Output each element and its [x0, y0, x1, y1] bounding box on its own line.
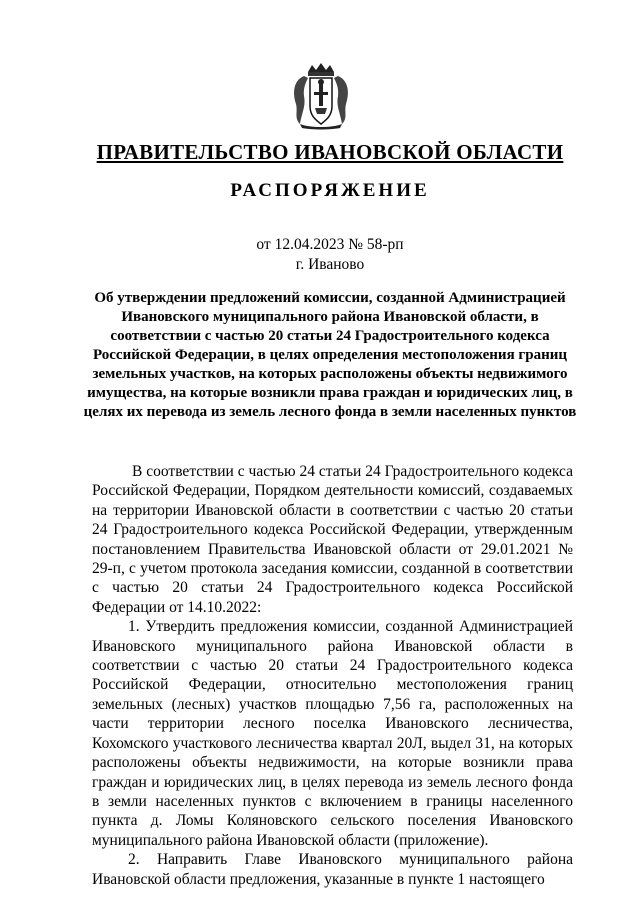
document-body [92, 462, 573, 889]
document-title: Об утверждении предложений комиссии, созданной Администрацией Ивановского муниципального района Ивановской области, в соответствии с частью 20 статьи 24 Градостроительного кодекса Российской Федерации, в целях определения местоположения границ земельных участков, на которых расположены объекты недвижимого имущества, на которые возникли права граждан и юридических лиц, в целях их перевода из земель лесного фонда в земли населенных пунктов [83, 290, 577, 420]
preamble-paragraph: В соответствии с частью 24 статьи 24 Градостроительного кодекса Российской Федерации, Порядком деятельности комиссий, создаваемых на территории Ивановской области в соответствии с частью 20 статьи 24 Градостроительного кодекса Российской Федерации, утвержденным постановлением Правительства Ивановской области от 29.01.2021 № 29-п, с учетом протокола заседания комиссии, созданной в соответствии с частью 20 статьи 24 Градостроительного кодекса Российской Федерации от 14.10.2022: [92, 463, 573, 616]
item-2-paragraph: 2. Направить Главе Ивановского муниципального района Ивановской области предложения, указанные в пункте 1 настоящего [92, 851, 573, 888]
document-type: РАСПОРЯЖЕНИЕ [230, 180, 430, 201]
city: г. Иваново [295, 256, 365, 273]
coat-of-arms-icon [290, 62, 352, 130]
document-meta [0, 235, 640, 275]
organization-name: ПРАВИТЕЛЬСТВО ИВАНОВСКОЙ ОБЛАСТИ [96, 140, 564, 164]
item-1-paragraph: 1. Утвердить предложения комиссии, созданной Администрацией Ивановского муниципального района Ивановской области в соответствии с частью 20 статьи 24 Градостроительного кодекса Российской Федерации, относительно местоположения границ земельных (лесных) участков площадью 7,56 га, расположенных на части территории лесного поселка Ивановского лесничества, Кохомского участкового лесничества квартал 20Л, выдел 31, на которых расположены объекты недвижимости, на которые возникли права граждан и юридических лиц, в целях перевода из земель лесного фонда в земли населенных пунктов с включением в границы населенного пункта д. Ломы Коляновского сельского поселения Ивановского муниципального района Ивановской области (приложение). [92, 618, 573, 849]
date-number: от 12.04.2023 № 58-рп [256, 236, 404, 253]
